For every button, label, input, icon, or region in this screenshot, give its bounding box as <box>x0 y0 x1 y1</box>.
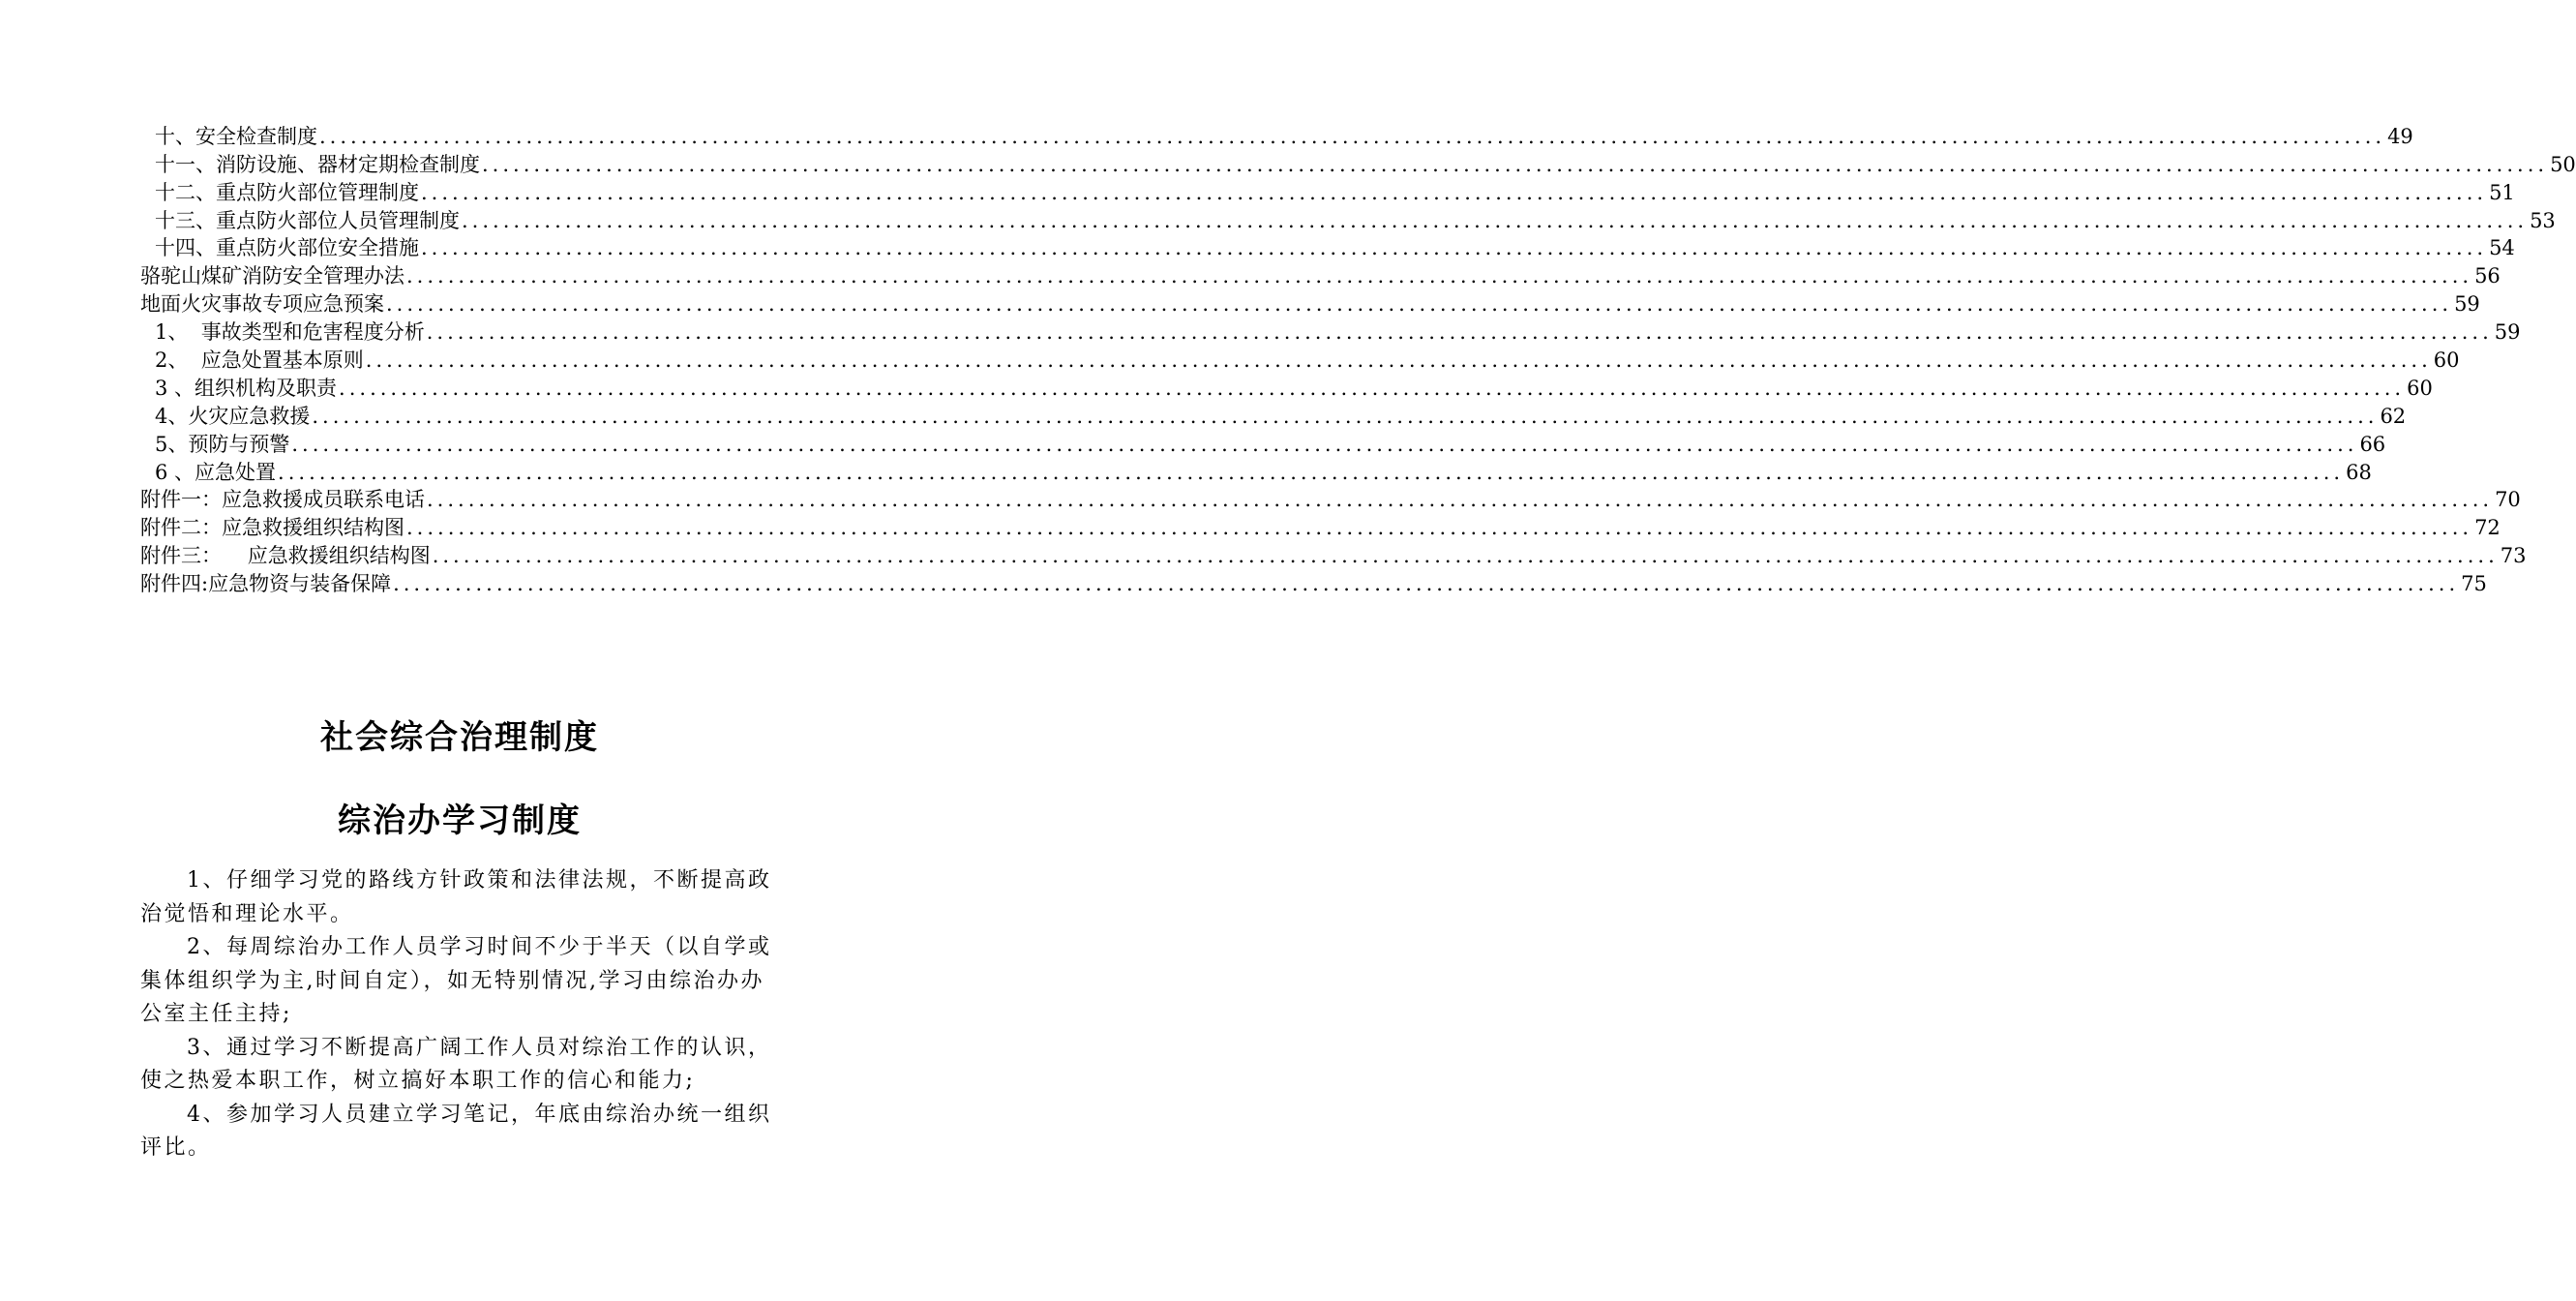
body-text <box>140 864 784 1165</box>
toc-leader-dots: ........................................................................................................................................................................................................ <box>426 320 2493 345</box>
toc-entry-title: 附件一：应急救援成员联系电话 <box>140 488 425 512</box>
section-heading: 社会综合治理制度 <box>320 718 599 757</box>
toc-entry[interactable] <box>140 178 2515 206</box>
toc-entry-title: 6 、应急处置 <box>155 460 277 484</box>
toc-leader-dots: ........................................................................................................................................................................................................ <box>421 180 2488 204</box>
toc-entry-page: 50 <box>2550 152 2576 176</box>
toc-leader-dots: ........................................................................................................................................................................................................ <box>393 572 2460 596</box>
toc-leader-dots: ........................................................................................................................................................................................................ <box>406 264 2473 288</box>
toc-leader-dots: ........................................................................................................................................................................................................ <box>462 208 2529 232</box>
toc-entry[interactable] <box>140 458 2372 486</box>
toc-entry[interactable] <box>140 541 2527 569</box>
paragraph: 2、每周综治办工作人员学习时间不少于半天（以自学或集体组织学为主,时间自定），如无特别情况,学习由综治办办公室主任主持; <box>140 935 772 1026</box>
toc-entry-page: 51 <box>2489 180 2515 204</box>
toc-entry-title: 1、 事故类型和危害程度分析 <box>155 320 425 345</box>
toc-entry-title: 附件三： 应急救援组织结构图 <box>140 544 431 568</box>
table-of-contents <box>140 122 2576 597</box>
toc-entry[interactable] <box>140 261 2501 289</box>
toc-leader-dots: ........................................................................................................................................................................................................ <box>406 516 2473 540</box>
toc-leader-dots: ........................................................................................................................................................................................................ <box>291 432 2358 456</box>
toc-entry[interactable] <box>140 346 2460 374</box>
toc-entry-page: 49 <box>2387 124 2413 148</box>
toc-entry[interactable] <box>140 318 2521 346</box>
toc-entry-title: 3 、组织机构及职责 <box>155 376 338 400</box>
toc-entry[interactable] <box>140 569 2487 597</box>
toc-entry-page: 66 <box>2359 432 2386 456</box>
toc-entry-page: 59 <box>2494 320 2521 345</box>
toc-entry-title: 4、火灾应急救援 <box>155 404 311 428</box>
toc-entry-title: 十四、重点防火部位安全措施 <box>155 236 419 260</box>
toc-leader-dots: ........................................................................................................................................................................................................ <box>339 376 2406 400</box>
toc-entry[interactable] <box>140 289 2480 318</box>
toc-entry-title: 十一、消防设施、器材定期检查制度 <box>155 152 480 176</box>
toc-entry-title: 附件二：应急救援组织结构图 <box>140 516 404 540</box>
toc-entry-title: 附件四:应急物资与装备保障 <box>140 572 392 596</box>
toc-entry[interactable] <box>140 374 2433 402</box>
toc-leader-dots: ........................................................................................................................................................................................................ <box>365 348 2432 373</box>
toc-entry-title: 地面火灾事故专项应急预案 <box>140 292 384 317</box>
toc-entry-title: 2、 应急处置基本原则 <box>155 348 364 373</box>
toc-leader-dots: ........................................................................................................................................................................................................ <box>482 152 2549 176</box>
toc-entry-page: 60 <box>2407 376 2433 400</box>
toc-entry[interactable] <box>140 150 2576 178</box>
paragraph: 4、参加学习人员建立学习笔记，年底由综治办统一组织评比。 <box>140 1102 772 1160</box>
toc-entry-title: 十二、重点防火部位管理制度 <box>155 180 419 204</box>
toc-leader-dots: ........................................................................................................................................................................................................ <box>278 460 2345 484</box>
toc-leader-dots: ........................................................................................................................................................................................................ <box>427 488 2494 512</box>
toc-leader-dots: ........................................................................................................................................................................................................ <box>319 124 2386 148</box>
toc-entry-page: 62 <box>2380 404 2407 428</box>
toc-entry-title: 十、安全检查制度 <box>155 124 317 148</box>
toc-leader-dots: ........................................................................................................................................................................................................ <box>432 544 2499 568</box>
toc-entry[interactable] <box>140 206 2556 234</box>
paragraph: 1、仔细学习党的路线方针政策和法律法规，不断提高政治觉悟和理论水平。 <box>140 868 772 926</box>
toc-entry-page: 56 <box>2474 264 2501 288</box>
toc-entry-page: 60 <box>2433 348 2460 373</box>
paragraph: 3、通过学习不断提高广阔工作人员对综治工作的认识，使之热爱本职工作，树立搞好本职工作的信心和能力; <box>140 1035 772 1093</box>
toc-entry[interactable] <box>140 122 2413 150</box>
toc-entry-page: 73 <box>2500 544 2527 568</box>
toc-entry-title: 5、预防与预警 <box>155 432 290 456</box>
toc-entry-page: 75 <box>2461 572 2487 596</box>
toc-leader-dots: ........................................................................................................................................................................................................ <box>312 404 2379 428</box>
toc-entry[interactable] <box>140 486 2521 514</box>
toc-entry-page: 54 <box>2489 236 2515 260</box>
toc-entry-title: 骆驼山煤矿消防安全管理办法 <box>140 264 404 288</box>
toc-entry-title: 十三、重点防火部位人员管理制度 <box>155 208 460 232</box>
toc-entry[interactable] <box>140 234 2515 262</box>
toc-leader-dots: ........................................................................................................................................................................................................ <box>386 292 2453 317</box>
toc-entry-page: 68 <box>2346 460 2372 484</box>
toc-entry-page: 59 <box>2454 292 2480 317</box>
toc-entry[interactable] <box>140 513 2501 541</box>
toc-entry-page: 72 <box>2474 516 2501 540</box>
toc-entry-page: 70 <box>2495 488 2521 512</box>
toc-entry[interactable] <box>140 402 2407 430</box>
subsection-heading: 综治办学习制度 <box>338 802 582 840</box>
toc-entry-page: 53 <box>2530 208 2556 232</box>
toc-entry[interactable] <box>140 430 2386 458</box>
toc-leader-dots: ........................................................................................................................................................................................................ <box>421 236 2488 260</box>
